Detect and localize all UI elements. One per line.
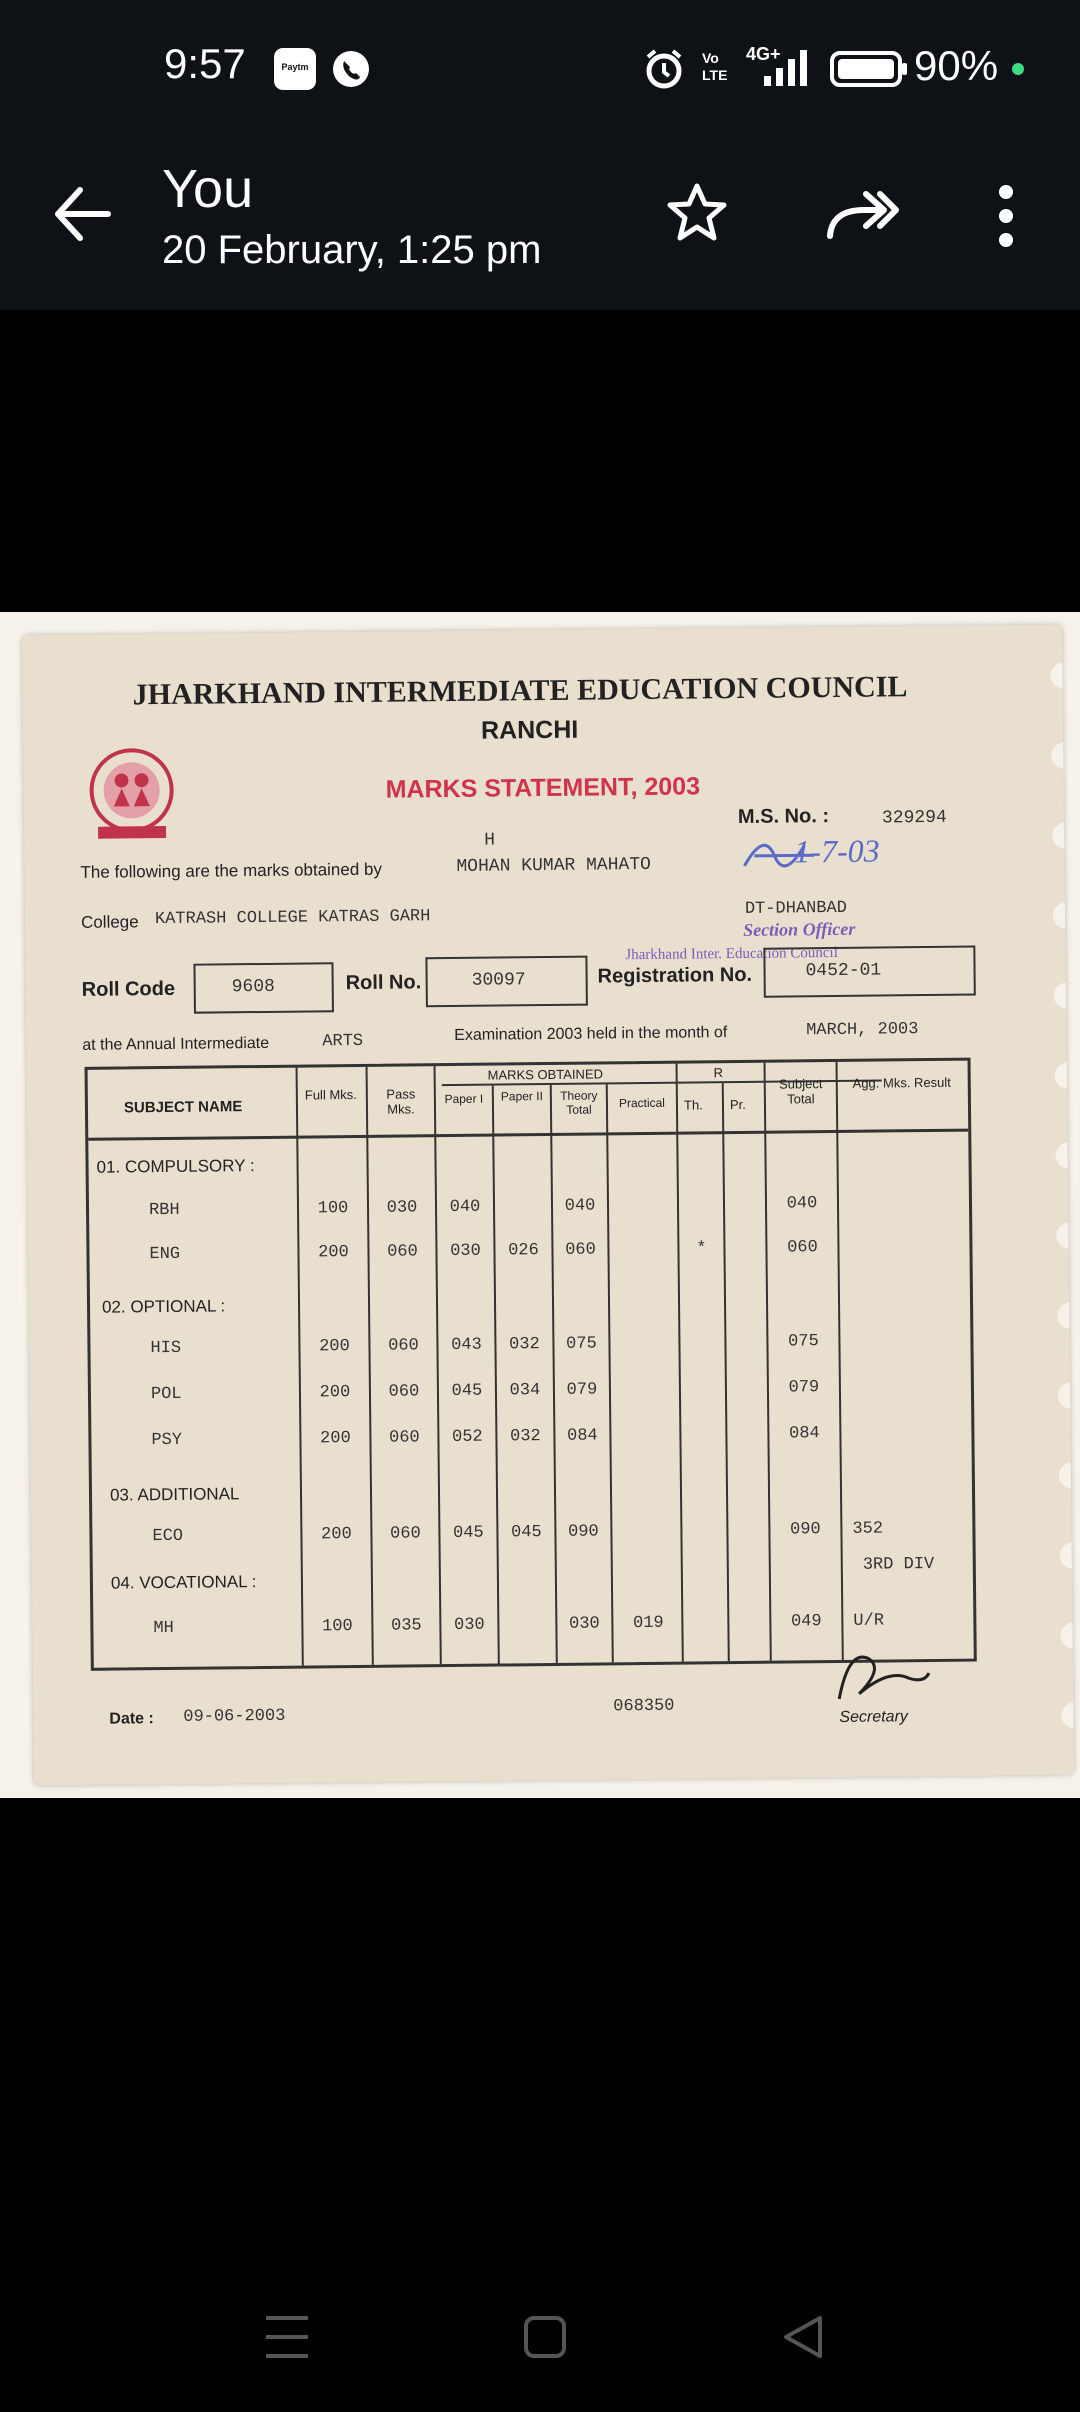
cell-total: 060: [787, 1238, 818, 1258]
student-h-correction: H: [484, 830, 496, 851]
viewer-header: [0, 120, 1080, 310]
roll-no-label: Roll No.: [345, 971, 422, 995]
cell-agg: [849, 1193, 939, 1194]
cell-agg: [850, 1331, 940, 1332]
cell-p2: [497, 1197, 549, 1198]
cell-full: 200: [321, 1525, 352, 1545]
cell-pass: 060: [387, 1242, 418, 1262]
status-time: 9:57: [164, 40, 246, 87]
signature-date: 1-7-03: [794, 832, 880, 870]
hdr-paper1: Paper I: [444, 1091, 484, 1107]
registration-label: Registration No.: [597, 963, 753, 988]
exam-label: Examination 2003 held in the month of: [454, 1024, 728, 1044]
cell-full: 100: [317, 1199, 349, 1219]
call-app-icon: [330, 48, 372, 90]
hdr-paper2: Paper II: [500, 1089, 543, 1104]
cell-p2: [501, 1615, 553, 1616]
hdr-subject-total: Subject Total: [778, 1076, 823, 1107]
cell-practical: [615, 1380, 677, 1381]
cell-theory: 030: [568, 1614, 600, 1634]
cell-pass: 035: [390, 1616, 422, 1636]
council-title: JHARKHAND INTERMEDIATE EDUCATION COUNCIL: [132, 670, 908, 712]
hdr-theory: Theory Total: [560, 1088, 598, 1117]
volte-label: Vo LTE: [702, 50, 728, 83]
cell-practical: [615, 1426, 677, 1427]
alarm-icon: [644, 48, 684, 90]
cell-subject: ECO: [152, 1526, 184, 1547]
council-city: RANCHI: [480, 715, 579, 745]
marks-statement-paper: [22, 625, 1074, 1786]
section-compulsory: 01. COMPULSORY :: [96, 1156, 255, 1177]
back-arrow-icon[interactable]: [50, 184, 114, 244]
blue-signature: [734, 825, 825, 886]
hdr-full: Full Mks.: [304, 1086, 357, 1103]
roll-no-value: 30097: [471, 970, 526, 991]
cell-full: 200: [320, 1429, 351, 1449]
cell-theory: 084: [567, 1426, 598, 1446]
cell-practical: [613, 1196, 675, 1197]
hdr-marks-obtained: MARKS OBTAINED: [487, 1066, 604, 1083]
cell-total: 090: [790, 1520, 821, 1540]
cell-p2: 032: [510, 1427, 541, 1447]
cell-subject: HIS: [150, 1338, 182, 1359]
hdr-subject: SUBJECT NAME: [123, 1098, 243, 1117]
section-optional: 02. OPTIONAL :: [101, 1296, 226, 1317]
cell-p1: 045: [451, 1381, 483, 1402]
hdr-r: R: [713, 1065, 724, 1081]
cell-theory: 090: [568, 1522, 599, 1542]
cell-practical: [614, 1334, 676, 1335]
cell-pass: 030: [386, 1198, 418, 1218]
cell-agg: U/R: [853, 1611, 885, 1631]
cell-full: 200: [318, 1243, 349, 1263]
battery-percent: 90%: [914, 42, 999, 89]
cell-theory: 040: [564, 1196, 596, 1216]
sender-name: You: [162, 159, 254, 219]
signal-icon: [762, 48, 812, 88]
cell-full: 200: [319, 1383, 351, 1403]
network-label: 4G+: [746, 44, 781, 64]
cell-practical: 019: [632, 1613, 664, 1634]
stream-value: ARTS: [322, 1031, 364, 1052]
roll-code-label: Roll Code: [81, 977, 176, 1001]
statement-title: MARKS STATEMENT, 2003: [385, 772, 701, 804]
status-bar: [0, 0, 1080, 120]
hdr-practical: Practical: [618, 1095, 666, 1111]
paytm-label: Paytm: [281, 62, 309, 72]
cell-pass: 060: [388, 1382, 420, 1402]
paytm-icon: [274, 48, 316, 90]
cell-agg: [851, 1377, 941, 1378]
cell-p2: 034: [509, 1381, 541, 1401]
council-stamp: Jharkhand Inter. Education Council: [625, 944, 838, 964]
college-label: College: [80, 912, 139, 932]
serial-number: 068350: [613, 1696, 675, 1717]
cell-full: 100: [321, 1617, 353, 1637]
following-label: The following are the marks obtained by: [80, 859, 383, 882]
council-logo: [83, 744, 180, 845]
cell-total: 079: [788, 1378, 820, 1398]
hdr-agg: Agg. Mks. Result: [852, 1074, 951, 1091]
cell-p1: 052: [452, 1427, 483, 1448]
cell-subject: RBH: [148, 1200, 180, 1221]
secretary-label: Secretary: [839, 1708, 908, 1726]
cell-p2: 045: [511, 1523, 542, 1543]
cell-total: 075: [788, 1332, 819, 1352]
more-vert-icon[interactable]: [990, 184, 1022, 248]
cell-p1: 045: [453, 1523, 484, 1544]
cell-subject: PSY: [151, 1430, 183, 1451]
cell-agg: 352: [852, 1519, 884, 1539]
annual-label: at the Annual Intermediate: [82, 1034, 270, 1054]
cell-agg: [851, 1423, 941, 1424]
issue-date: 09-06-2003: [183, 1706, 286, 1727]
roll-code-value: 9608: [231, 976, 276, 998]
cell-practical: [616, 1522, 678, 1523]
sent-time: 20 February, 1:25 pm: [162, 228, 542, 272]
cell-total: 084: [788, 1424, 820, 1444]
section-vocational: 04. VOCATIONAL :: [110, 1572, 257, 1593]
cell-p1: 030: [450, 1241, 481, 1262]
cell-subject: POL: [150, 1384, 182, 1405]
hdr-pass: Pass Mks.: [386, 1086, 416, 1117]
cell-p2: 026: [508, 1241, 539, 1261]
division-result: 3RD DIV: [862, 1554, 935, 1575]
exam-month: MARCH, 2003: [806, 1020, 919, 1041]
cell-practical: [613, 1240, 675, 1241]
forward-icon[interactable]: [824, 184, 900, 244]
cell-p1: 043: [451, 1335, 482, 1356]
section-officer: Section Officer: [743, 918, 856, 940]
marks-table: [85, 1058, 977, 1671]
student-name: MOHAN KUMAR MAHATO: [456, 854, 651, 877]
cell-pass: 060: [389, 1428, 420, 1448]
cell-theory: 079: [566, 1380, 598, 1400]
section-additional: 03. ADDITIONAL: [109, 1484, 240, 1505]
back-nav-icon[interactable]: [780, 2312, 826, 2362]
hdr-th: Th.: [683, 1097, 703, 1113]
menu-nav-icon[interactable]: [262, 2314, 312, 2360]
cell-p1: 040: [449, 1197, 481, 1218]
ms-no-value: 329294: [881, 807, 947, 829]
cell-total: 040: [786, 1194, 818, 1214]
hdr-pr: Pr.: [729, 1096, 746, 1113]
star-icon[interactable]: [664, 180, 730, 246]
cell-agg: [849, 1237, 939, 1238]
cell-theory: 060: [565, 1240, 596, 1260]
date-label: Date :: [109, 1710, 154, 1728]
cell-full: 200: [319, 1337, 350, 1357]
navigation-bar: [0, 2270, 1080, 2412]
cell-total: 049: [790, 1612, 822, 1632]
active-dot: [1012, 63, 1024, 75]
cell-p1: 030: [453, 1615, 485, 1636]
cell-pass: 060: [390, 1524, 421, 1544]
district: DT-DHANBAD: [744, 898, 848, 919]
cell-pass: 060: [388, 1336, 419, 1356]
secretary-signature: [829, 1638, 940, 1709]
college-name: KATRASH COLLEGE KATRAS GARH: [154, 907, 431, 930]
battery-icon: [830, 50, 910, 88]
cell-theory: 075: [566, 1334, 597, 1354]
home-nav-icon[interactable]: [522, 2314, 568, 2360]
ms-no-label: M.S. No. :: [737, 805, 830, 828]
cell-subject: ENG: [149, 1244, 181, 1265]
registration-value: 0452-01: [805, 960, 882, 982]
cell-r: *: [696, 1239, 707, 1259]
cell-subject: MH: [153, 1618, 174, 1639]
cell-p2: 032: [509, 1335, 540, 1355]
document-photo[interactable]: [0, 612, 1080, 1798]
